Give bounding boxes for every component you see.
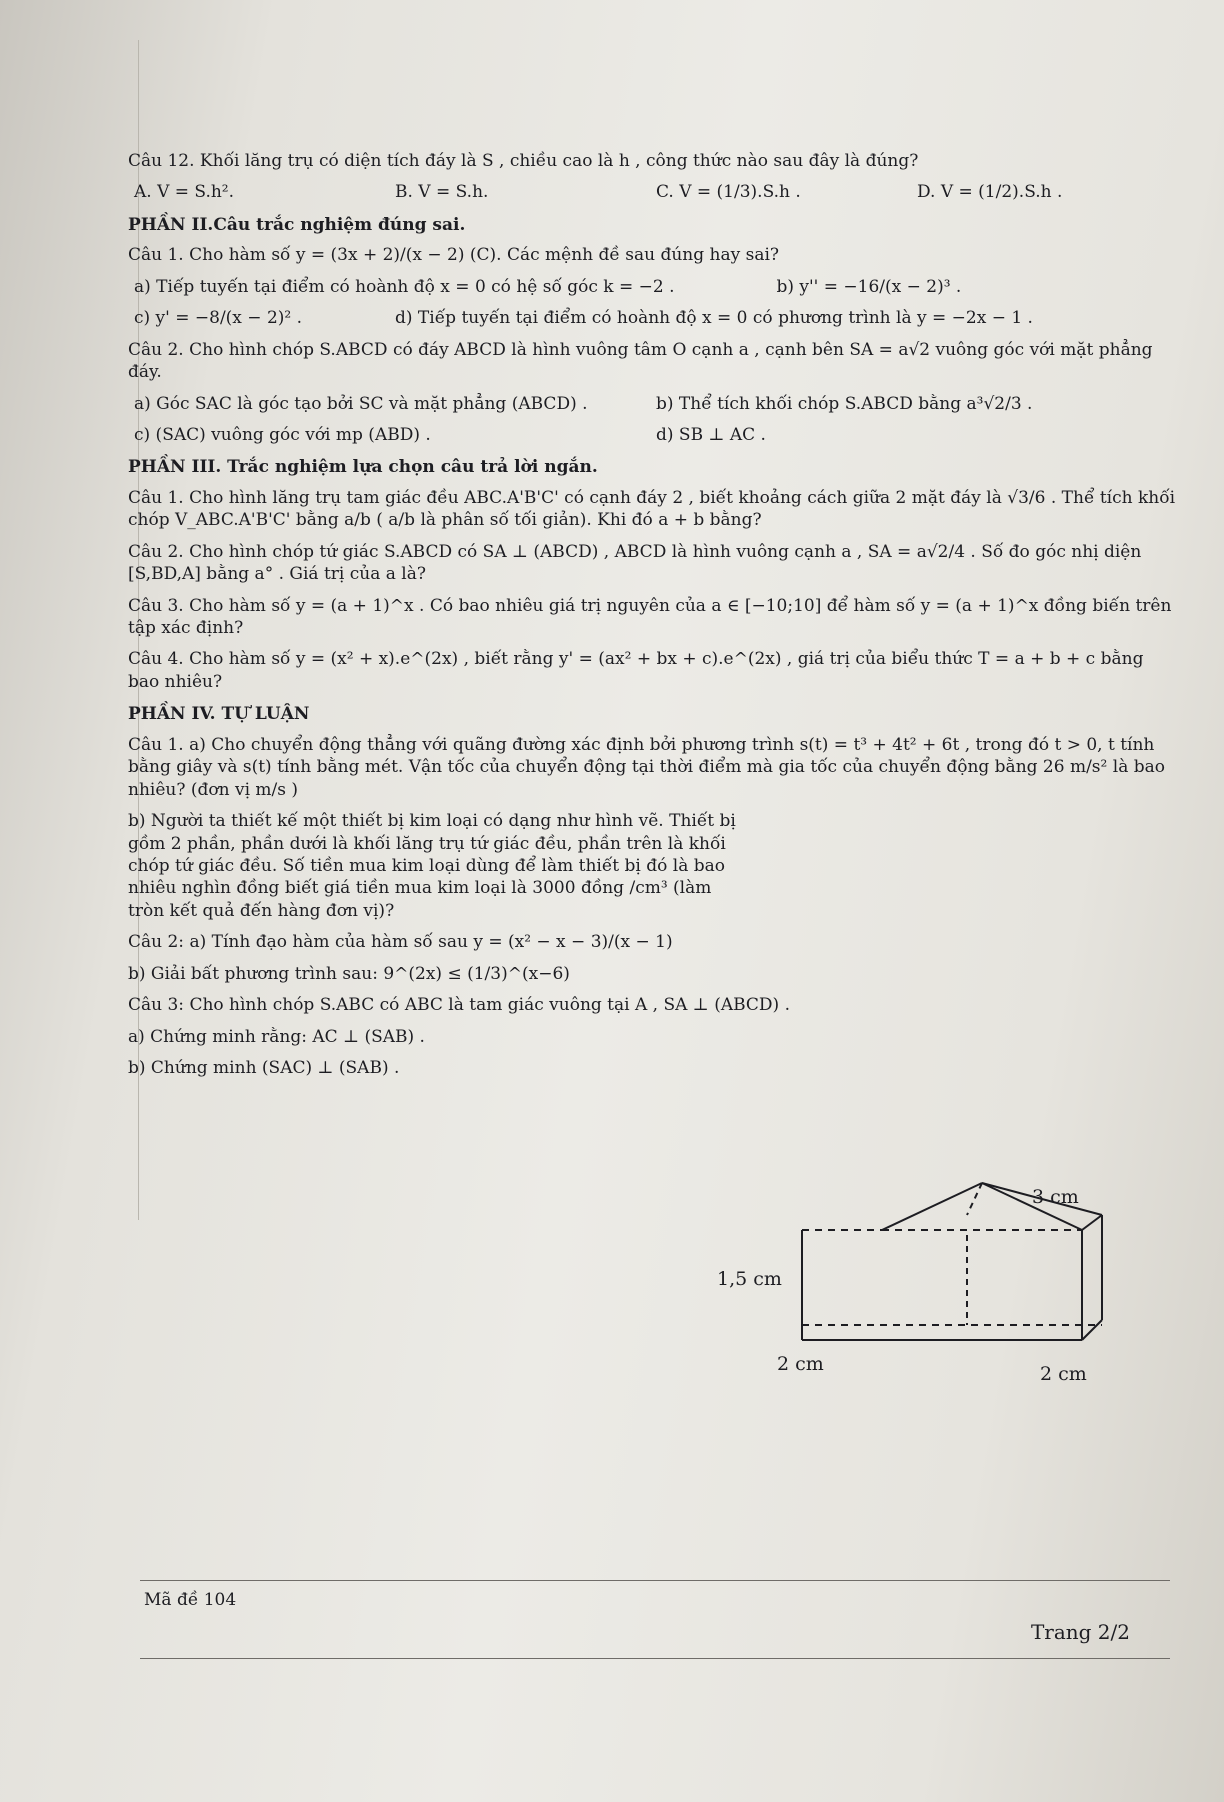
part2-q2-c: c) (SAC) vuông góc với mp (ABD) . bbox=[134, 424, 431, 445]
part2-q2-b: b) Thể tích khối chóp S.ABCD bằng a³√2/3 . bbox=[656, 393, 1033, 414]
q12-option-a: A. V = S.h². bbox=[134, 182, 235, 203]
q12-text: Câu 12. Khối lăng trụ có diện tích đáy là S , chiều cao là h , công thức nào sau đây là đúng? bbox=[128, 151, 919, 171]
part4-q1b: b) Người ta thiết kế một thiết bị kim loại có dạng như hình vẽ. Thiết bị gồm 2 phần, phần dưới là khối lăng trụ tứ giác đều, phần trên là khối chóp tứ giác đều. Số tiền mua kim loại dùng để làm thiết bị đó là bao nhiêu nghìn đồng biết giá tiền mua kim loại là 3000 đồng /cm³ (làm tròn kết quả đến hàng đơn vị)? bbox=[128, 811, 736, 921]
label-top: 3 cm bbox=[1032, 1186, 1079, 1208]
part2-q2-row-cd bbox=[128, 424, 1178, 446]
part3-q3: Câu 3. Cho hàm số y = (a + 1)^x . Có bao nhiêu giá trị nguyên của a ∈ [−10;10] để hàm số y = (a + 1)^x đồng biến trên tập xác định? bbox=[128, 595, 1172, 638]
footer-rule-top bbox=[140, 1580, 1170, 1581]
footer-rule-bottom bbox=[140, 1658, 1170, 1659]
part4-q1a: Câu 1. a) Cho chuyển động thẳng với quãng đường xác định bởi phương trình s(t) = t³ + 4t² + 6t , trong đó t > 0, t tính bằng giây và s(t) tính bằng mét. Vận tốc của chuyển động tại thời điểm mà gia tốc của chuyển động bằng 26 m/s² là bao nhiêu? (đơn vị m/s ) bbox=[128, 734, 1165, 800]
exam-code: Mã đề 104 bbox=[144, 1590, 237, 1610]
exam-content bbox=[128, 150, 1178, 1088]
prism-pyramid-figure bbox=[717, 1175, 1127, 1390]
pyramid-edge-left-front bbox=[882, 1183, 982, 1230]
part4-title: PHẦN IV. TỰ LUẬN bbox=[128, 704, 310, 725]
part3-q1: Câu 1. Cho hình lăng trụ tam giác đều ABC.A'B'C' có cạnh đáy 2 , biết khoảng cách giữa 2 mặt đáy là √3/6 . Thể tích khối chóp V_ABC.A'B'C' bằng a/b ( a/b là phân số tối giản). Khi đó a + b bằng? bbox=[128, 487, 1176, 531]
q12-option-c: C. V = (1/3).S.h . bbox=[656, 182, 801, 203]
part2-q1-text: Câu 1. Cho hàm số y = (3x + 2)/(x − 2) (C). Các mệnh đề sau đúng hay sai? bbox=[128, 245, 780, 266]
part2-q1-c: c) y' = −8/(x − 2)² . bbox=[134, 308, 303, 329]
label-right: 2 cm bbox=[1040, 1363, 1087, 1385]
label-height: 1,5 cm bbox=[717, 1268, 782, 1290]
part2-q2-text: Câu 2. Cho hình chóp S.ABCD có đáy ABCD là hình vuông tâm O cạnh a , cạnh bên SA = a√2 vuông góc với mặt phẳng đáy. bbox=[128, 339, 1153, 383]
part4-q3b: b) Chứng minh (SAC) ⊥ (SAB) . bbox=[128, 1058, 400, 1078]
page-number: Trang 2/2 bbox=[1030, 1620, 1130, 1644]
part3-q2: Câu 2. Cho hình chóp tứ giác S.ABCD có SA ⊥ (ABCD) , ABCD là hình vuông cạnh a , SA = a√2/4 . Số đo góc nhị diện [S,BD,A] bằng a° . Giá trị của a là? bbox=[128, 541, 1142, 585]
q12-option-d: D. V = (1/2).S.h . bbox=[917, 182, 1063, 203]
footer bbox=[140, 1580, 1170, 1644]
part3-q4: Câu 4. Cho hàm số y = (x² + x).e^(2x) , biết rằng y' = (ax² + bx + c).e^(2x) , giá trị của biểu thức T = a + b + c bằng bao nhiêu? bbox=[128, 649, 1144, 692]
part2-q2-d: d) SB ⊥ AC . bbox=[656, 424, 766, 445]
part2-q2-a: a) Góc SAC là góc tạo bởi SC và mặt phẳng (ABCD) . bbox=[134, 393, 588, 414]
part4-q3a: a) Chứng minh rằng: AC ⊥ (SAB) . bbox=[128, 1026, 425, 1047]
top-base-right bbox=[1082, 1215, 1102, 1230]
label-left: 2 cm bbox=[777, 1353, 824, 1375]
part2-q1-a: a) Tiếp tuyến tại điểm có hoành độ x = 0 có hệ số góc k = −2 . bbox=[134, 276, 675, 297]
part2-q2-row-ab bbox=[128, 393, 1178, 415]
part3-title: PHẦN III. Trắc nghiệm lựa chọn câu trả lời ngắn. bbox=[128, 457, 598, 478]
part2-q1-d: d) Tiếp tuyến tại điểm có hoành độ x = 0 có phương trình là y = −2x − 1 . bbox=[395, 308, 1033, 329]
part2-q1-b: b) y'' = −16/(x − 2)³ . bbox=[776, 276, 962, 297]
part2-q1-row-cd bbox=[128, 307, 1178, 329]
part4-q2a: Câu 2: a) Tính đạo hàm của hàm số sau y = (x² − x − 3)/(x − 1) bbox=[128, 932, 673, 953]
part2-q1-row-ab bbox=[128, 276, 1178, 298]
q12-option-b: B. V = S.h. bbox=[395, 182, 489, 203]
pyramid-edge-left-back bbox=[967, 1183, 982, 1215]
part4-q3: Câu 3: Cho hình chóp S.ABC có ABC là tam giác vuông tại A , SA ⊥ (ABCD) . bbox=[128, 995, 790, 1016]
bottom-base-right bbox=[1082, 1320, 1102, 1340]
part4-q2b: b) Giải bất phương trình sau: 9^(2x) ≤ (1/3)^(x−6) bbox=[128, 963, 570, 984]
part2-title: PHẦN II.Câu trắc nghiệm đúng sai. bbox=[128, 214, 466, 235]
q12-options bbox=[128, 181, 1178, 203]
